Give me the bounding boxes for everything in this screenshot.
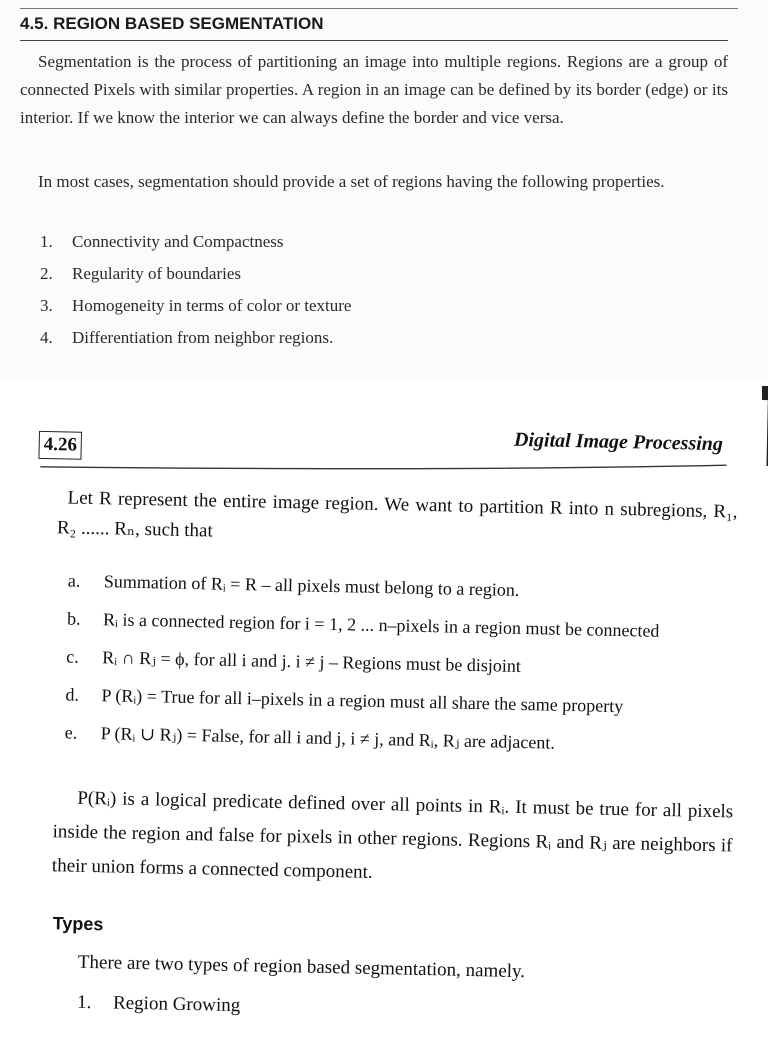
page-number: 4.26	[38, 431, 82, 460]
list-number: 1.	[40, 232, 53, 251]
list-text: Connectivity and Compactness	[72, 232, 284, 251]
list-item	[40, 322, 351, 354]
list-letter: b.	[66, 608, 81, 629]
properties-list	[40, 226, 351, 354]
list-item	[77, 992, 241, 1017]
list-text: P (Rᵢ) = True for all i–pixels in a region must all share the same property	[101, 685, 624, 717]
partition-paragraph: Let R represent the entire image region. We want to partition R into n subregions, R₁, R₂ ...... Rₙ, such that	[56, 487, 738, 542]
list-letter: d.	[65, 684, 80, 705]
conditions-list	[64, 561, 660, 763]
list-letter: a.	[67, 570, 81, 591]
lower-page	[0, 384, 768, 1040]
types-text: There are two types of region based segmentation, namely.	[77, 951, 526, 983]
top-rule	[20, 8, 738, 9]
list-item	[40, 226, 351, 258]
list-number: 3.	[40, 296, 53, 315]
running-head: Digital Image Processing	[513, 428, 724, 456]
list-text: Differentiation from neighbor regions.	[72, 328, 334, 347]
list-text: Rᵢ is a connected region for i = 1, 2 ... n–pixels in a region must be connected	[102, 609, 660, 641]
properties-paragraph: In most cases, segmentation should provide a set of regions having the following properties.	[38, 172, 665, 191]
types-heading: Types	[52, 913, 104, 935]
list-letter: c.	[66, 646, 80, 667]
list-text: Summation of Rᵢ = R – all pixels must belong to a region.	[103, 571, 520, 600]
list-number: 2.	[40, 264, 53, 283]
intro-paragraph: Segmentation is the process of partitioning an image into multiple regions. Regions are a group of connected Pixels with similar properties. A region in an image can be defined by its border (edge) or its interior. If we know the interior we can always define the border and vice versa.	[20, 52, 728, 127]
upper-page	[0, 0, 768, 380]
section-heading: 4.5. REGION BASED SEGMENTATION	[20, 14, 728, 41]
list-number: 4.	[40, 328, 53, 347]
list-text: Regularity of boundaries	[72, 264, 242, 283]
list-item	[40, 258, 351, 290]
list-text: P (Rᵢ ∪ Rⱼ) = False, for all i and j, i ≠ j, and Rᵢ, Rⱼ are adjacent.	[100, 723, 556, 753]
list-letter: e.	[64, 722, 78, 743]
list-text: Region Growing	[112, 992, 241, 1017]
list-text: Rᵢ ∩ Rⱼ = ϕ, for all i and j. i ≠ j – Regions must be disjoint	[102, 647, 522, 676]
predicate-paragraph: P(Rᵢ) is a logical predicate defined over all points in Rᵢ. It must be true for all pixels inside the region and false for pixels in other regions. Regions Rᵢ and Rⱼ are neighbors if their union forms a connected component.	[51, 787, 734, 883]
list-number: 1.	[76, 991, 92, 1014]
list-item	[40, 290, 351, 322]
list-text: Homogeneity in terms of color or texture	[72, 296, 352, 315]
